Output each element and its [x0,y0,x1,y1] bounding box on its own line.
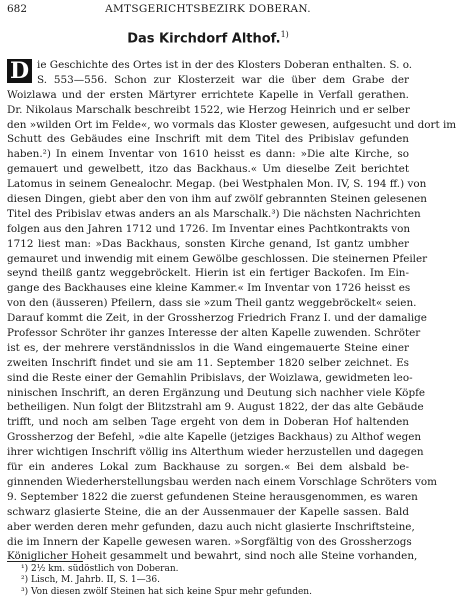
text-line: gange des Backhauses eine kleine Kammer.« Im Inventar von 1726 heisst es [7,282,411,295]
text-line: Schutt des Gebäudes eine Inschrift mit dem Titel des Pribislav gefunden [7,133,409,146]
text-line: Latomus in seinem Genealochr. Megap. (bei Westphalen Mon. IV, S. 194 ff.) von [7,178,427,191]
page-number: 682 [7,3,28,15]
text-line: trifft, und noch am selben Tage ergeht von dem in Doberan Hof haltenden [7,416,409,429]
text-line: haben.²) In einem Inventar von 1610 heisst es dann: »Die alte Kirche, so [7,148,409,161]
drop-cap-initial: D [7,59,32,83]
text-line: für ein anderes Lokal zum Backhause zu sorgen.« Bei dem alsbald be- [7,461,409,474]
text-line: Grossherzog der Befehl, »die alte Kapelle (jetziges Backhaus) zu Althof wegen [7,431,422,444]
text-line: zweiten Inschrift findet und sie am 11. September 1820 selber zeichnet. Es [7,356,409,369]
footnotes [7,564,409,598]
text-line: betheiligen. Nun folgt der Blitzstrahl am 9. August 1822, der das alte Gebäude [7,401,424,414]
running-head [7,3,409,17]
section-title [0,30,416,46]
footnote-divider [7,561,83,562]
text-line: Woizlawa und der ersten Märtyrer errichtete Kapelle in Verfall gerathen. [7,88,409,101]
text-line: den »wilden Ort im Felde«, wo vormals das Kloster gewesen, aufgesucht und dort im [7,118,456,131]
text-line: Königlicher Hoheit gesammelt und bewahrt, sind noch alle Steine vorhanden, [7,550,418,563]
text-line: aber werden deren mehr gefunden, dazu auch nicht glasierte Inschriftsteine, [7,520,415,533]
text-line: sind die Reste einer der Gemahlin Pribislavs, der Woizlawa, gewidmeten leo- [7,371,413,384]
footnote: ³) Von diesen zwölf Steinen hat sich keine Spur mehr gefunden. [21,586,312,597]
text-line: gemauret und inwendig mit einem Gewölbe geschlossen. Die steinernen Pfeiler [7,252,428,265]
text-line: Professor Schröter ihr ganzes Interesse der alten Kapelle zuwenden. Schröter [7,327,421,340]
text-line: seynd theilß gantz weggebröckelt. Hierin ist ein fertiger Backofen. Im Ein- [7,267,409,280]
text-line: folgen aus den Jahren 1712 und 1726. Im Inventar eines Pachtkontrakts von [7,222,411,235]
text-line: diesen Dingen, giebt aber den von ihm auf zwölf gebrannten Steinen gelesenen [7,193,427,206]
text-line: Darauf kommt die Zeit, in der Grossherzog Friedrich Franz I. und der damalige [7,312,427,325]
text-line: ginnenden Wiederherstellungsbau werden nach einem Vorschlage Schröters vom [7,475,438,488]
footnote: ²) Lisch, M. Jahrb. II, S. 1—36. [21,575,160,586]
text-line: ist es, der mehrere verständnisslos in die Wand eingemauerte Steine einer [7,341,409,354]
text-line: S. 553—556. Schon zur Klosterzeit war die über dem Grabe der [37,73,409,86]
footnote: ¹) 2½ km. südöstlich von Doberan. [21,564,179,574]
text-line: 9. September 1822 die zuerst gefundenen Steine herausgenommen, es waren [7,490,418,503]
text-line: ie Geschichte des Ortes ist in der des Klosters Doberan enthalten. S. o. [37,59,413,71]
text-line: 1712 liest man: »Das Backhaus, sonsten Kirche genand, Ist gantz umbher [7,237,409,250]
text-line: ihrer wichtigen Inschrift völlig ins Alterthum wieder herzustellen und dagegen [7,446,424,459]
text-line: Dr. Nikolaus Marschalk beschreibt 1522, wie Herzog Heinrich und er selber [7,103,410,116]
footnote-ref: 1) [280,30,289,39]
text-line: von den (äusseren) Pfeilern, dass sie »zum Theil gantz weggebröckelt« seien. [7,297,417,310]
section-title-text: Das Kirchdorf Althof. [127,31,281,47]
text-line: ninischen Inschrift, an deren Ergänzung und Deutung sich nachher viele Köpfe [7,386,426,399]
text-line: gemauert und gewelbett, itzo das Backhaus.« Um dieselbe Zeit berichtet [7,163,409,176]
text-line: die im Innern der Kapelle gewesen waren. »Sorgfältig von des Grossherzogs [7,535,412,548]
body-text [7,58,456,564]
text-line: Titel des Pribislav etwas anders an als Marschalk.³) Die nächsten Nachrichten [7,207,421,220]
running-title: AMTSGERICHTSBEZIRK DOBERAN. [105,3,311,15]
text-line: schwarz glasierte Steine, die an der Aussenmauer der Kapelle sassen. Bald [7,505,409,518]
